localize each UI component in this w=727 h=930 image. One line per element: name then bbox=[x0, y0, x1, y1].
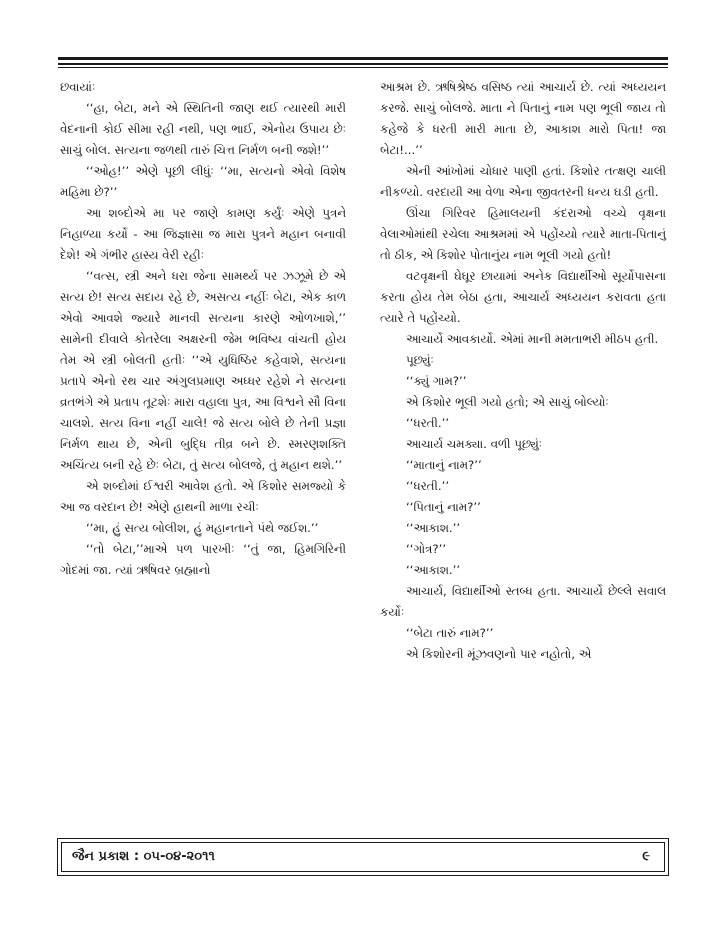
paragraph: છવાયાંઃ bbox=[60, 80, 96, 94]
paragraph: પૂછ્યુંઃ bbox=[406, 353, 434, 367]
paragraph: ઊંચા ગિરિવર હિમાલયની કંદરાઓ વચ્ચે વૃક્ષના વેલાઓમાંથી રચેલા આશ્રમમાં એ પહોંચ્યો ત્યારે માતા-પિતાનું તો ઠીક, એ કિશોર પોતાનુંય નામ ભૂલી ગયો હતો! bbox=[380, 206, 666, 262]
paragraph: ‘‘ધરતી.’’ bbox=[406, 416, 450, 430]
paragraph: ‘‘ક્યું ગામ?’’ bbox=[406, 374, 467, 388]
paragraph: ‘‘માતાનું નામ?’’ bbox=[406, 458, 482, 472]
paragraph: ‘‘બેટા તારું નામ?’’ bbox=[406, 626, 494, 640]
paragraph: એની આંખોમાં ચોધાર પાણી હતાં. કિશોર તત્ક્ષણ ચાલી નીકળ્યો. વરદાયી આ વેળા એના જીવતરની ધન્ય ઘડી હતી. bbox=[380, 164, 666, 199]
paragraph: એ કિશોર ભૂલી ગયો હતો; એ સાચું બોલ્યોઃ bbox=[406, 395, 609, 409]
paragraph: ‘‘પિતાનું નામ?’’ bbox=[406, 500, 481, 514]
paragraph: ‘‘મા, હું સત્ય બોલીશ, હું મહાનતાને પંથે જઈશ.’’ bbox=[86, 521, 319, 535]
paragraph: આચાર્યે આવકાર્યો. એમાં માની મમતાભરી મીઠપ હતી. bbox=[406, 332, 659, 346]
footer-box bbox=[57, 838, 669, 876]
paragraph: ‘‘આકાશ.’’ bbox=[406, 563, 461, 577]
left-column bbox=[60, 77, 346, 581]
paragraph: વટવૃક્ષની ઘેઘૂર છાયામાં અનેક વિદ્યાર્થીઓ સૂર્યોપાસના કરતા હોય તેમ બેઠા હતા, આચાર્ય અધ્યયન કરાવતા હતા ત્યારે તે પહોંચ્યો. bbox=[380, 269, 666, 325]
publication-title-date: જૈન પ્રકાશ : ૦૫-૦૪-૨૦૧૧ bbox=[72, 849, 215, 864]
paragraph: ‘‘ઓહ!’’ એણે પૂછી લીધુંઃ ‘‘મા, સત્યનો એવો વિશેષ મહિમા છે?’’ bbox=[60, 164, 346, 199]
paragraph: આચાર્ય ચમક્યા. વળી પૂછ્યુંઃ bbox=[406, 437, 543, 451]
paragraph: આશ્રમ છે. ઋષિશ્રેષ્ઠ વસિષ્ઠ ત્યાં આચાર્ય છે. ત્યાં અધ્યયન કરજે. સાચું બોલજે. માતા ને પિતાનું નામ પણ ભૂલી જાય તો કહેજે કે ધરતી મારી માતા છે, આકાશ મારો પિતા! જા બેટા!...’’ bbox=[380, 80, 666, 157]
paragraph: ‘‘તો બેટા,’’માએ પળ પારખીઃ ‘‘તું જા, હિમગિરિની ગોદમાં જા. ત્યાં ઋષિવર બ્રહ્માનો bbox=[60, 542, 346, 577]
footer-inner-border bbox=[61, 842, 665, 872]
paragraph: ‘‘વત્સ, સ્ત્રી અને ધરા જેના સામર્થ્ય પર ઝઝૂમે છે એ સત્ય છે! સત્ય સદાય રહે છે, અસત્ય નહીંઃ બેટા, એક કાળ એવો આવશે જ્યારે માનવી સત્યના કારણે ઓળખાશે,’’ સામેની દીવાલે કોતરેલા અક્ષરની જેમ ભવિષ્ય વાંચતી હોય તેમ એ સ્ત્રી બોલતી હતીઃ ‘‘એ યુધિષ્ઠિર કહેવાશે, સત્યના પ્રતાપે એનો રથ ચાર અંગુલપ્રમાણ અધ્ધર રહેશે ને સત્યના વ્રતભંગે એ પ્રતાપ તૂટશેઃ મારા વહાલા પુત્ર, આ વિશ્વને સૌ વિના ચાલશે. સત્ય વિના નહીં ચાલે! જે સત્ય બોલે છે તેની પ્રજ્ઞા નિર્મળ થાય છે, એની બુદ્ધિ તીવ્ર બને છે. સ્મરણશક્તિ અચિંત્ય બની રહે છેઃ બેટા, તું સત્ય બોલજે, તું મહાન થશે.’’ bbox=[60, 269, 346, 472]
paragraph: આચાર્ય, વિદ્યાર્થીઓ સ્તબ્ધ હતા. આચાર્યે છેલ્લે સવાલ કર્યોઃ bbox=[380, 584, 666, 619]
paragraph: ‘‘ગોત્ર?’’ bbox=[406, 542, 447, 556]
header-rule-thin bbox=[58, 67, 668, 68]
paragraph: ‘‘હા, બેટા, મને એ સ્થિતિની જાણ થઈ ત્યારથી મારી વેદનાની કોઈ સીમા રહી નથી, પણ ભાઈ, એનોય ઉપાય છેઃ સાચું બોલ. સત્યના જળથી તારું ચિત્ત નિર્મળ બની જશે!’’ bbox=[60, 101, 346, 157]
paragraph: ‘‘આકાશ.’’ bbox=[406, 521, 461, 535]
paragraph: એ કિશોરની મૂંઝવણનો પાર નહોતો, એ bbox=[406, 647, 592, 661]
paragraph: આ શબ્દોએ મા પર જાણે કામણ કર્યુંઃ એણે પુત્રને નિહાળ્યા કર્યો - આ જિજ્ઞાસા જ મારા પુત્રને મહાન બનાવી દેશે! એ ગંભીર હાસ્ય વેરી રહીઃ bbox=[60, 206, 346, 262]
header-rule-medium bbox=[58, 63, 668, 65]
paragraph: એ શબ્દોમાં ઈશ્વરી આવેશ હતો. એ કિશોર સમજ્યો કે આ જ વરદાન છે! એણે હાથની માળા રચીઃ bbox=[60, 479, 346, 514]
paragraph: ‘‘ધરતી.’’ bbox=[406, 479, 450, 493]
page-number: ૯ bbox=[642, 849, 650, 864]
header-rule-thick bbox=[58, 57, 668, 60]
right-column bbox=[380, 77, 666, 665]
